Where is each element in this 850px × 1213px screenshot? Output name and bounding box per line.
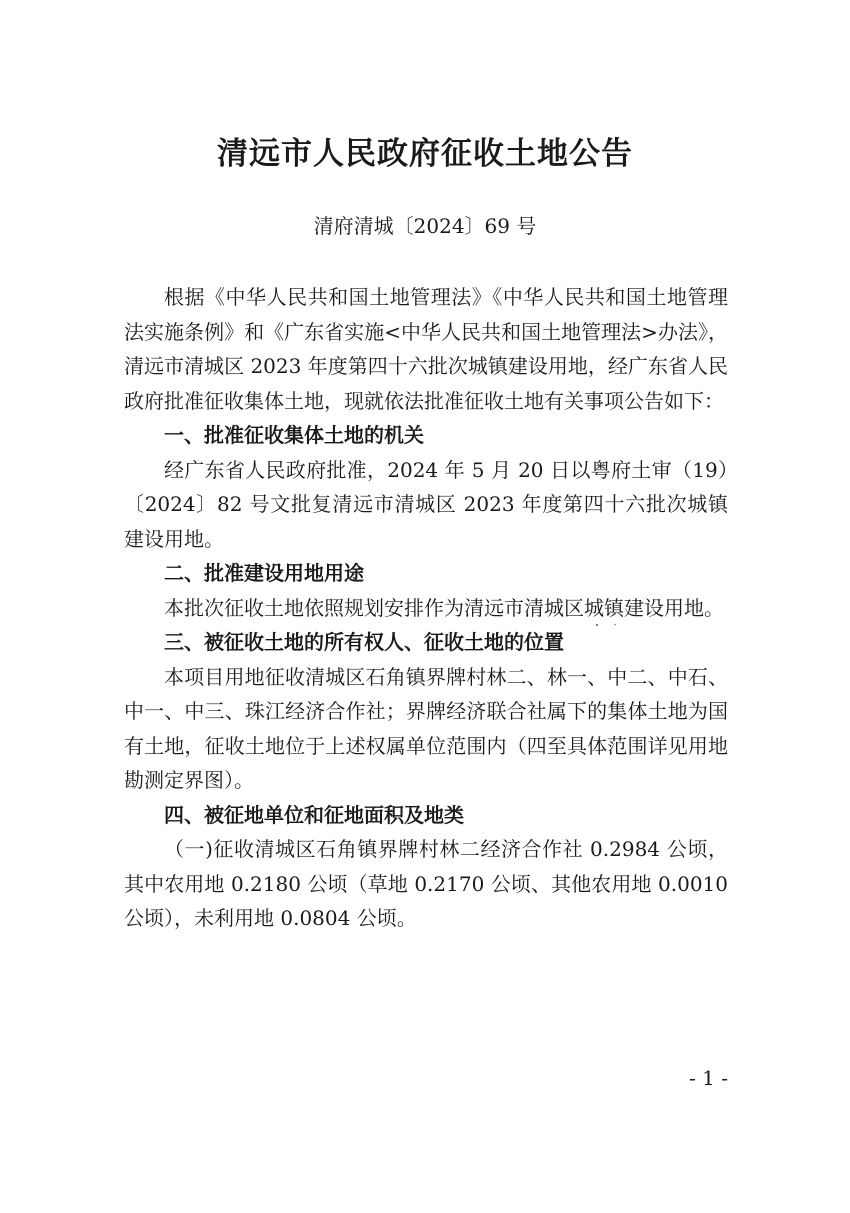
intro-paragraph: 根据《中华人民共和国土地管理法》《中华人民共和国土地管理法实施条例》和《广东省实施<中华人民共和国土地管理法>办法》，清远市清城区 2023 年度第四十六批次城镇建设用地，经广东省人民政府批准征收集体土地，现就依法批准征收土地有关事项公告如下： <box>124 285 728 413</box>
page-number: - 1 - <box>689 1066 728 1090</box>
section-paragraph-1: 经广东省人民政府批准，2024 年 5 月 20 日以粤府土审（19）〔2024〕82 号文批复清远市清城区 2023 年度第四十六批次城镇建设用地。 <box>124 457 728 551</box>
document-number: 清府清城〔2024〕69 号 <box>313 214 537 238</box>
section-heading-2: 二、批准建设用地用途 <box>164 561 364 585</box>
section-paragraph-4: （一)征收清城区石角镇界牌村林二经济合作社 0.2984 公顷，其中农用地 0.2180 公顷（草地 0.2170 公顷、其他农用地 0.0010 公顷），未利用地 0.0804 公顷。 <box>124 837 728 930</box>
section-paragraph-3: 本项目用地征收清城区石角镇界牌村林二、林一、中二、中石、中一、中三、珠江经济合作社；界牌经济联合社属下的集体土地为国有土地，征收土地位于上述权属单位范围内（四至具体范围详见用地勘测定界图）。 <box>124 664 728 792</box>
section-paragraph-2: 本批次征收土地依照规划安排作为清远市清城区城镇建设用地。 <box>164 595 724 620</box>
document-body <box>124 280 728 936</box>
section-heading-3: 三、被征收土地的所有权人、征收土地的位置 <box>164 630 564 654</box>
scan-speck <box>595 623 623 627</box>
page-title: 清远市人民政府征收土地公告 <box>217 136 633 172</box>
section-heading-4: 四、被征地单位和征地面积及地类 <box>164 802 464 827</box>
section-heading-1: 一、批准征收集体土地的机关 <box>164 423 424 447</box>
